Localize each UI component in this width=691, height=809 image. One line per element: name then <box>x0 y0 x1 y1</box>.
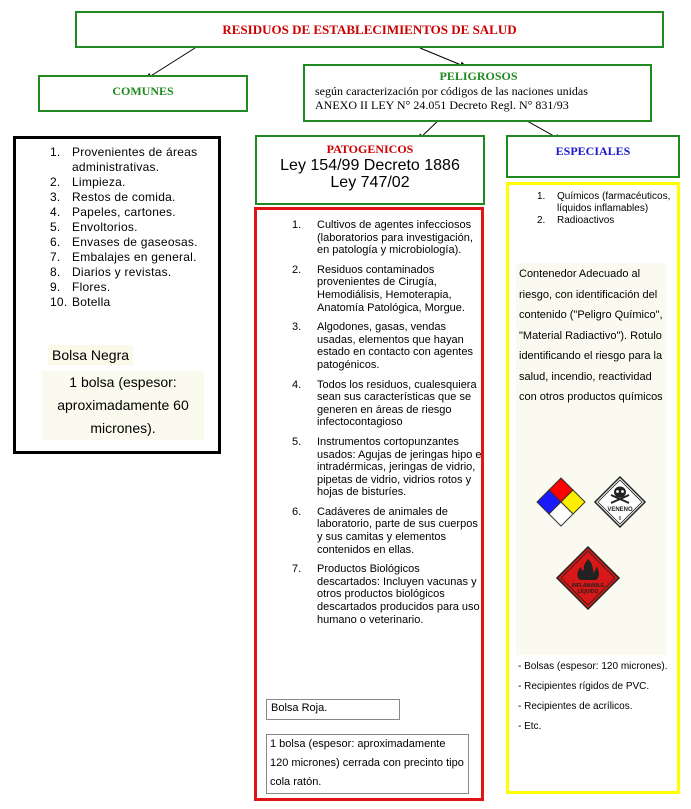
item-text: Residuos contaminados provenientes de Cirugía, Hemodiálisis, Hemoterapia, Anatomía Patológica, Morgue. <box>317 263 465 314</box>
item-number: 6. <box>292 505 302 518</box>
patogenicos-box <box>254 207 484 801</box>
item-number: 2. <box>50 175 61 189</box>
recipiente-line: - Bolsas (espesor: 120 micrones). <box>518 661 668 672</box>
bolsa-roja-label: Bolsa Roja. <box>266 699 400 720</box>
list-item <box>292 506 482 556</box>
item-number: 5. <box>50 220 61 234</box>
peligrosos-heading-box <box>303 64 652 122</box>
item-text: Radioactivos <box>557 215 615 226</box>
list-item <box>50 265 220 280</box>
item-text: Restos de comida. <box>72 190 176 204</box>
item-text: Algodones, gasas, vendas usadas, elementos que hayan estado en contacto con agentes patogénicos. <box>317 321 473 371</box>
item-text: Envases de gaseosas. <box>72 235 198 249</box>
veneno-label: VENENO <box>607 507 633 513</box>
patogenicos-law1: Ley 154/99 Decreto 1886 <box>280 157 460 174</box>
item-text: Embalajes en general. <box>72 250 197 264</box>
item-text: Diarios y revistas. <box>72 265 172 279</box>
item-text: Cultivos de agentes infecciosos (laboratorios para investigación, en patología y microbiología). <box>317 219 473 257</box>
liquido-label: LÍQUIDO <box>577 589 599 595</box>
item-text: Limpieza. <box>72 175 126 189</box>
list-item <box>50 220 220 235</box>
especiales-heading: ESPECIALES <box>555 144 631 158</box>
list-item <box>50 235 220 250</box>
especiales-heading-box <box>506 135 680 178</box>
list-item <box>292 379 482 429</box>
item-text: Químicos (farmacéuticos, líquidos inflamables) <box>557 191 671 214</box>
item-number: 3. <box>50 190 61 204</box>
comunes-heading-box <box>38 75 248 112</box>
veneno-skull-icon <box>593 475 647 529</box>
list-item <box>50 190 220 205</box>
main-title: RESIDUOS DE ESTABLECIMIENTOS DE SALUD <box>222 22 517 37</box>
item-text: Productos Biológicos descartados: Incluyen vacunas y otros productos biológicos descartados producidos para uso humano o veterinario. <box>317 563 480 626</box>
veneno-number: 6 <box>618 516 622 522</box>
bolsa-roja-desc: 1 bolsa (espesor: aproximadamente 120 micrones) cerrada con precinto tipo cola ratón. <box>266 734 469 794</box>
bolsa-negra-desc: 1 bolsa (espesor: aproximadamente 60 micrones). <box>42 371 204 440</box>
item-number: 1. <box>292 219 302 231</box>
item-text: Provenientes de áreas administrativas. <box>72 145 198 174</box>
item-number: 4. <box>50 205 61 219</box>
especiales-box <box>506 182 680 794</box>
list-item <box>292 321 482 371</box>
list-item <box>50 205 220 220</box>
list-item <box>537 191 672 214</box>
item-number: 4. <box>292 378 302 391</box>
list-item <box>537 215 672 227</box>
list-item <box>292 264 482 314</box>
list-item <box>50 295 220 310</box>
main-title-box <box>75 11 664 48</box>
especiales-recipientes <box>518 657 668 737</box>
patogenicos-heading-box <box>255 135 485 205</box>
item-number: 9. <box>50 280 61 294</box>
peligrosos-line1: según caracterización por códigos de las naciones unidas <box>315 84 588 98</box>
item-number: 10. <box>50 295 68 309</box>
list-item <box>292 563 482 626</box>
peligrosos-line2: ANEXO II LEY N° 24.051 Decreto Regl. N° 831/93 <box>315 98 569 112</box>
peligrosos-heading: PELIGROSOS <box>439 69 518 83</box>
item-number: 2. <box>292 263 302 276</box>
inflamable-flame-icon <box>555 545 621 611</box>
item-text: Todos los residuos, cualesquiera sean sus características que se generen en áreas de riesgo infectocontagioso <box>317 378 477 429</box>
item-text: Instrumentos cortopunzantes usados: Agujas de jeringas hipo e intradérmicas, jeringas de vidrio, pipetas de vidrio, vidrios rotos y hojas de bisturíes. <box>317 435 482 499</box>
comunes-heading: COMUNES <box>112 84 174 98</box>
recipiente-line: - Recipientes rígidos de PVC. <box>518 681 650 692</box>
list-item <box>292 436 482 499</box>
item-text: Envoltorios. <box>72 220 138 234</box>
item-number: 7. <box>292 563 302 576</box>
recipiente-line: - Recipientes de acrílicos. <box>518 701 633 712</box>
item-text: Botella <box>72 295 111 309</box>
recipiente-line: - Etc. <box>518 721 542 732</box>
item-number: 3. <box>292 321 302 334</box>
contenedor-text: Contenedor Adecuado al riesgo, con identificación del contenido ("Peligro Químico", "Material Radiactivo"). Rotulo identificando el riesgo para la salud, incendio, reactividad con otros productos químicos <box>519 268 663 403</box>
patogenicos-heading: PATOGENICOS <box>326 142 414 156</box>
item-text: Papeles, cartones. <box>72 205 176 219</box>
patogenicos-list <box>292 219 482 633</box>
list-item <box>50 250 220 265</box>
item-text: Cadáveres de animales de laboratorio, parte de sus cuerpos y sus camitas y elementos contenidos en ellas. <box>317 505 478 556</box>
inflamable-label: INFLAMABLE <box>571 583 605 589</box>
list-item <box>50 175 220 190</box>
item-text: Flores. <box>72 280 111 294</box>
list-item <box>50 145 220 175</box>
list-item <box>292 219 482 257</box>
item-number: 6. <box>50 235 61 249</box>
item-number: 7. <box>50 250 61 264</box>
nfpa-diamond-icon <box>536 477 586 527</box>
patogenicos-law2: Ley 747/02 <box>330 174 410 191</box>
item-number: 1. <box>537 191 546 202</box>
comunes-list <box>50 145 220 310</box>
item-number: 8. <box>50 265 61 279</box>
item-number: 2. <box>537 215 546 226</box>
item-number: 1. <box>50 145 61 159</box>
bolsa-negra-label: Bolsa Negra <box>48 345 133 365</box>
comunes-box <box>13 136 221 454</box>
especiales-list <box>537 191 672 228</box>
list-item <box>50 280 220 295</box>
item-number: 5. <box>292 435 302 448</box>
